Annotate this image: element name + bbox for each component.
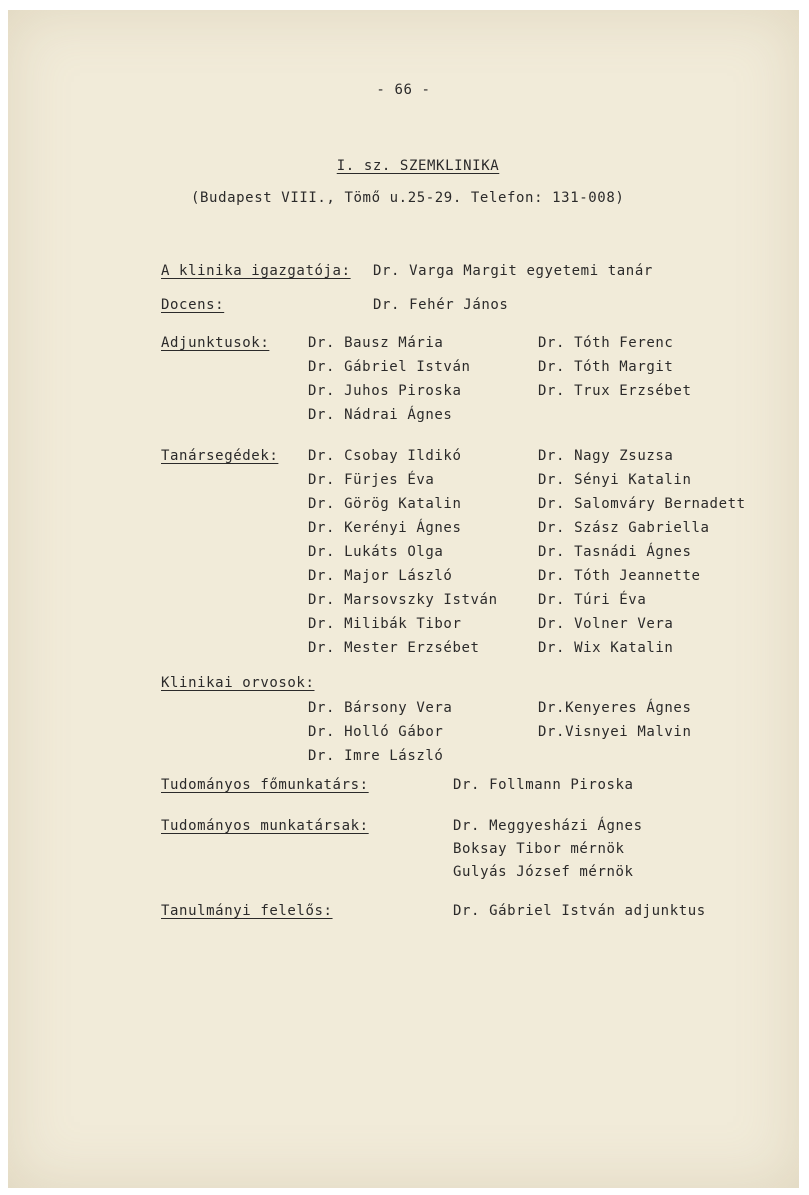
page-title: I. sz. SZEMKLINIKA	[336, 158, 500, 174]
study-value: Dr. Gábriel István adjunktus	[453, 903, 706, 919]
senior-researcher-value: Dr. Follmann Piroska	[453, 777, 634, 793]
researcher-0: Dr. Meggyesházi Ágnes	[453, 818, 643, 834]
director-label: A klinika igazgatója:	[161, 263, 351, 279]
assistant-left-8: Dr. Mester Erzsébet	[308, 640, 480, 656]
director-value: Dr. Varga Margit egyetemi tanár	[373, 263, 653, 279]
assistant-left-3: Dr. Kerényi Ágnes	[308, 520, 462, 536]
clinical-right-0: Dr.Kenyeres Ágnes	[538, 700, 692, 716]
assistant-left-5: Dr. Major László	[308, 568, 453, 584]
clinical-left-2: Dr. Imre László	[308, 748, 444, 764]
assistant-left-2: Dr. Görög Katalin	[308, 496, 462, 512]
assistant-left-7: Dr. Milibák Tibor	[308, 616, 462, 632]
assistant-right-5: Dr. Tóth Jeannette	[538, 568, 701, 584]
adjunct-right-2: Dr. Trux Erzsébet	[538, 383, 692, 399]
assistant-right-2: Dr. Salomváry Bernadett	[538, 496, 746, 512]
assistant-right-8: Dr. Wix Katalin	[538, 640, 674, 656]
study-label: Tanulmányi felelős:	[161, 903, 333, 919]
assistant-right-0: Dr. Nagy Zsuzsa	[538, 448, 674, 464]
assistant-left-4: Dr. Lukáts Olga	[308, 544, 444, 560]
clinical-left-1: Dr. Holló Gábor	[308, 724, 444, 740]
assistant-left-1: Dr. Fürjes Éva	[308, 472, 435, 488]
assistant-right-1: Dr. Sényi Katalin	[538, 472, 692, 488]
clinical-right-1: Dr.Visnyei Malvin	[538, 724, 692, 740]
researchers-label: Tudományos munkatársak:	[161, 818, 369, 834]
assistant-left-6: Dr. Marsovszky István	[308, 592, 498, 608]
clinical-label: Klinikai orvosok:	[161, 675, 315, 691]
adjunct-left-2: Dr. Juhos Piroska	[308, 383, 462, 399]
assistant-right-6: Dr. Túri Éva	[538, 592, 647, 608]
docent-label: Docens:	[161, 297, 225, 313]
docent-value: Dr. Fehér János	[373, 297, 509, 313]
researcher-1: Boksay Tibor mérnök	[453, 841, 625, 857]
adjunct-left-3: Dr. Nádrai Ágnes	[308, 407, 453, 423]
assistant-left-0: Dr. Csobay Ildikó	[308, 448, 462, 464]
adjunct-right-0: Dr. Tóth Ferenc	[538, 335, 674, 351]
assistant-right-4: Dr. Tasnádi Ágnes	[538, 544, 692, 560]
assistant-right-7: Dr. Volner Vera	[538, 616, 674, 632]
page-number: - 66 -	[376, 82, 431, 98]
document-page	[8, 10, 799, 1188]
address: (Budapest VIII., Tömő u.25-29. Telefon: 131-008)	[191, 190, 625, 206]
assistant-right-3: Dr. Szász Gabriella	[538, 520, 710, 536]
adjunct-label: Adjunktusok:	[161, 335, 270, 351]
researcher-2: Gulyás József mérnök	[453, 864, 634, 880]
assistants-label: Tanársegédek:	[161, 448, 279, 464]
adjunct-left-0: Dr. Bausz Mária	[308, 335, 444, 351]
adjunct-left-1: Dr. Gábriel István	[308, 359, 471, 375]
clinical-left-0: Dr. Bársony Vera	[308, 700, 453, 716]
adjunct-right-1: Dr. Tóth Margit	[538, 359, 674, 375]
senior-researcher-label: Tudományos főmunkatárs:	[161, 777, 369, 793]
